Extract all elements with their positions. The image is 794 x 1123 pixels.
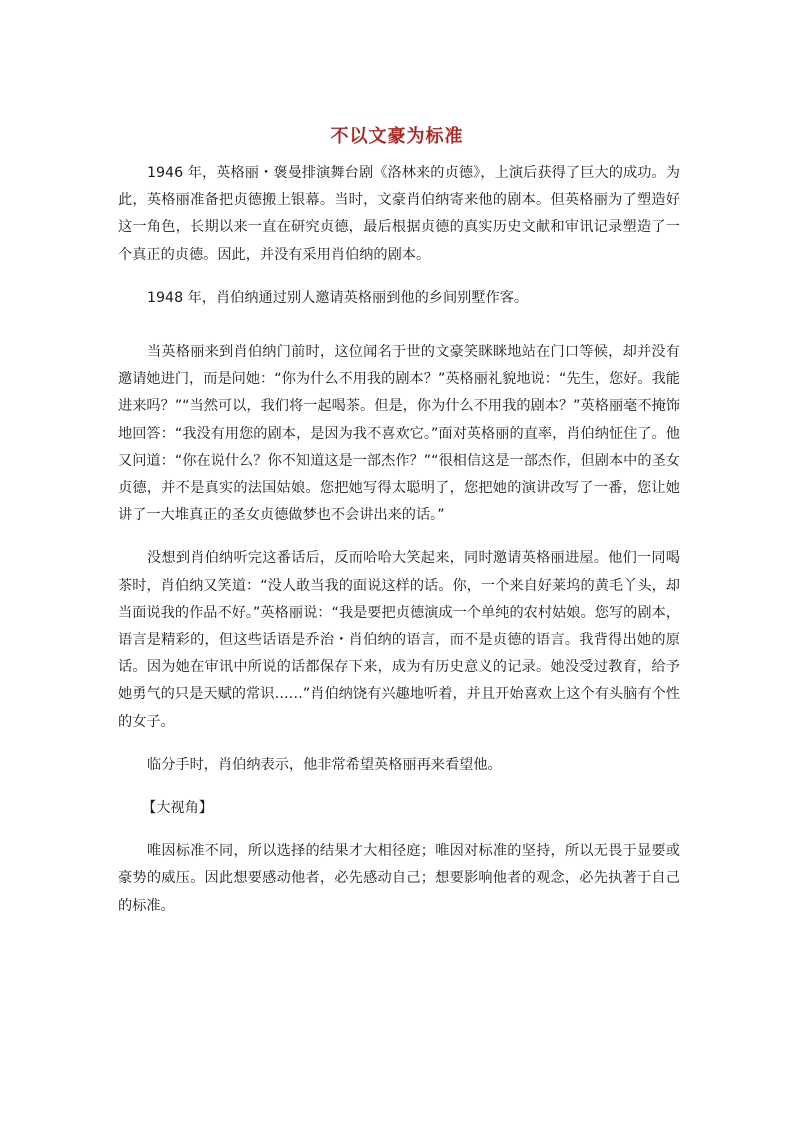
paragraph-meeting: 当英格丽来到肖伯纳门前时，这位闻名于世的文豪笑眯眯地站在门口等候，却并没有邀请她进门，而是问她：“你为什么不用我的剧本？”英格丽礼貌地说：“先生，您好。我能进来吗？”“当然可以，我们将一起喝茶。但是，你为什么不用我的剧本？”英格丽毫不掩饰地回答：“我没有用您的剧本，是因为我不喜欢它。”面对英格丽的直率，肖伯纳怔住了。他又问道：“你在说什么？你不知道这是一部杰作？”“很相信这是一部杰作，但剧本中的圣女贞德，并不是真实的法国姑娘。您把她写得太聪明了，您把她的演讲改写了一番，您让她讲了一大堆真正的圣女贞德做梦也不会讲出来的话。” <box>118 344 680 524</box>
section-heading: 【大视角】 <box>142 800 213 817</box>
paragraph-tea: 没想到肖伯纳听完这番话后，反而哈哈大笑起来，同时邀请英格丽进屋。他们一同喝茶时，肖伯纳又笑道：“没人敢当我的面说这样的话。你，一个来自好莱坞的黄毛丫头，却当面说我的作品不好。”英格丽说：“我是要把贞德演成一个单纯的农村姑娘。您写的剧本，语言是精彩的，但这些话语是乔治・肖伯纳的语言，而不是贞德的语言。我背得出她的原话。因为她在审讯中所说的话都保存下来，成为有历史意义的记录。她没受过教育，给予她勇气的只是天赋的常识……”肖伯纳饶有兴趣地听着，并且开始喜欢上这个有头脑有个性的女子。 <box>118 550 680 730</box>
paragraph-farewell: 临分手时，肖伯纳表示，他非常希望英格丽再来看望他。 <box>147 756 502 773</box>
paragraph-closing: 唯因标准不同，所以选择的结果才大相径庭；唯因对标准的坚持，所以无畏于显要或豪势的威压。因此想要感动他者，必先感动自己；想要影响他者的观念，必先执著于自己的标准。 <box>118 843 680 914</box>
paragraph-invitation: 1948 年，肖伯纳通过别人邀请英格丽到他的乡间别墅作客。 <box>147 289 529 306</box>
document-title: 不以文豪为标准 <box>330 126 464 147</box>
document-body <box>118 160 680 936</box>
paragraph-intro: 1946 年，英格丽・褒曼排演舞台剧《洛林来的贞德》，上演后获得了巨大的成功。为此，英格丽准备把贞德搬上银幕。当时，文豪肖伯纳寄来他的剧本。但英格丽为了塑造好这一角色，长期以来一直在研究贞德，最后根据贞德的真实历史文献和审讯记录塑造了一个真正的贞德。因此，并没有采用肖伯纳的剧本。 <box>118 165 680 263</box>
